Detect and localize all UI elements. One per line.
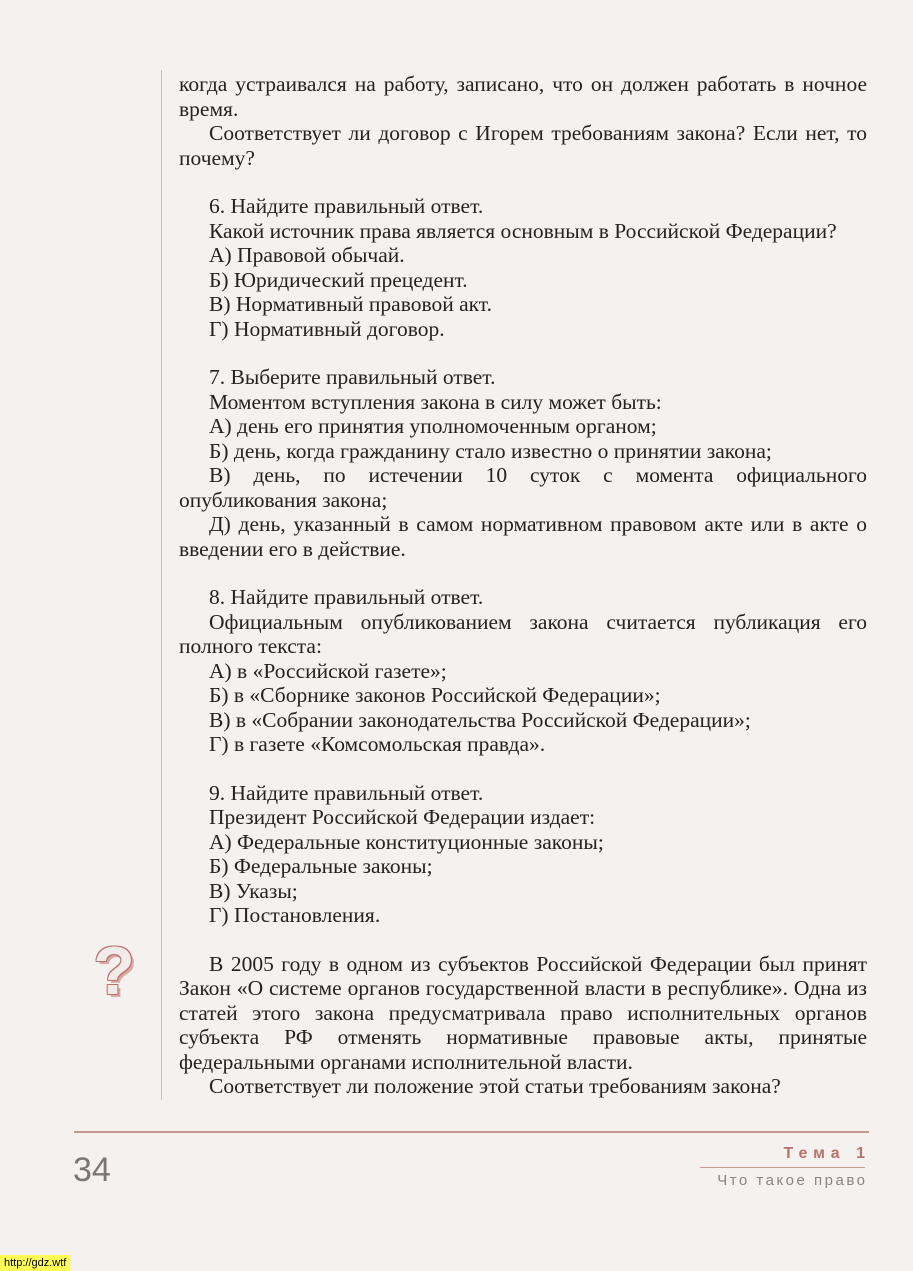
answer-option: В) в «Собрании законодательства Российской Федерации»; <box>209 707 751 732</box>
theme-label: Тема 1 <box>783 1145 871 1162</box>
page-number: 34 <box>73 1151 111 1189</box>
question-title: 6. Найдите правильный ответ. <box>209 194 484 218</box>
question-text: Какой источник права является основным в Российской Федерации? <box>209 218 837 243</box>
task-paragraph: В 2005 году в одном из субъектов Российской Федерации был принят Закон «О системе органов государственной власти в республике». Одна из статей этого закона предусматривала право исполнительных органов субъекта РФ отменять нормативные правовые акты, принятые федеральными органами исполнительной власти. <box>179 951 867 1074</box>
running-footer <box>700 1144 871 1190</box>
source-watermark[interactable]: http://gdz.wtf <box>0 1255 70 1271</box>
task-block <box>179 952 867 1099</box>
answer-option: В) Нормативный правовой акт. <box>209 292 492 316</box>
intro-paragraph: когда устраивался на работу, записано, что он должен работать в ночное время. <box>179 72 867 121</box>
left-margin-rule <box>161 70 162 1100</box>
answer-option: Д) день, указанный в самом нормативном правовом акте или в акте о введении его в действие. <box>179 512 867 561</box>
answer-option: Б) в «Сборнике законов Российской Федерации»; <box>209 683 661 707</box>
page-content <box>179 72 867 1099</box>
theme-divider <box>700 1167 865 1168</box>
task-question: Соответствует ли положение этой статьи требованиям закона? <box>209 1074 781 1098</box>
answer-option: А) Федеральные конституционные законы; <box>209 829 604 854</box>
answer-option: Г) Нормативный договор. <box>209 316 445 341</box>
question-7 <box>179 365 867 561</box>
answer-option: Б) день, когда гражданину стало известно о принятии закона; <box>209 438 772 463</box>
question-9 <box>179 781 867 928</box>
footer-divider <box>74 1131 869 1133</box>
answer-option: В) Указы; <box>209 878 298 903</box>
question-title: 9. Найдите правильный ответ. <box>209 780 484 805</box>
answer-option: А) Правовой обычай. <box>209 243 405 267</box>
question-text: Официальным опубликованием закона считается публикация его полного текста: <box>179 609 867 658</box>
question-text: Моментом вступления закона в силу может быть: <box>209 389 662 414</box>
answer-option: Б) Федеральные законы; <box>209 854 433 878</box>
question-title: 8. Найдите правильный ответ. <box>209 585 484 609</box>
answer-option: Г) в газете «Комсомольская правда». <box>209 732 546 756</box>
question-text: Президент Российской Федерации издает: <box>209 805 596 829</box>
question-title: 7. Выберите правильный ответ. <box>209 365 496 389</box>
answer-option: Б) Юридический прецедент. <box>209 267 468 292</box>
answer-option: А) в «Российской газете»; <box>209 658 447 683</box>
question-mark-icon: ? <box>93 933 135 1009</box>
answer-option: Г) Постановления. <box>209 903 381 927</box>
question-6 <box>179 194 867 341</box>
theme-title: Что такое право <box>717 1172 868 1189</box>
intro-question: Соответствует ли договор с Игорем требованиям закона? Если нет, то почему? <box>179 121 867 170</box>
answer-option: В) день, по истечении 10 суток с момента официального опубликования закона; <box>179 463 867 512</box>
answer-option: А) день его принятия уполномоченным органом; <box>209 414 657 438</box>
question-8 <box>179 585 867 757</box>
